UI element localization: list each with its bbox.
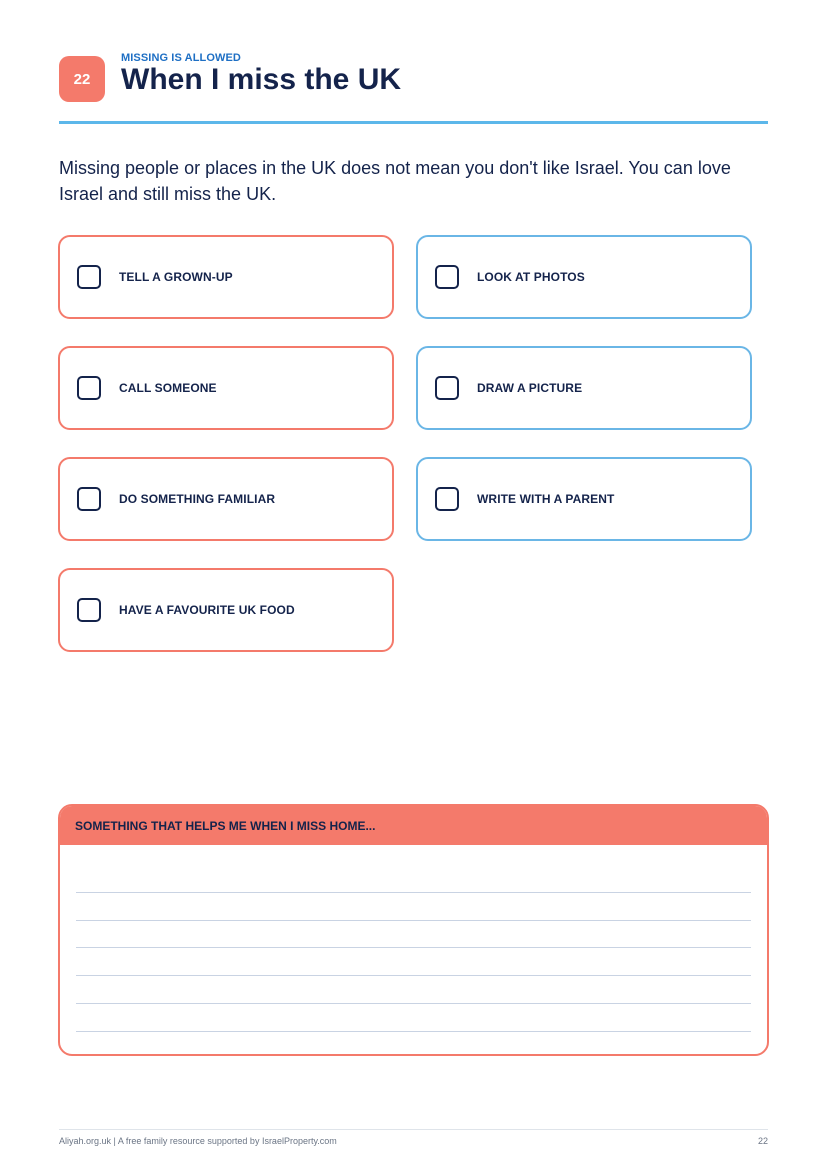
writing-line [76, 1031, 751, 1032]
checklist-item[interactable] [58, 235, 394, 319]
writing-line [76, 1003, 751, 1004]
checklist-item-label: TELL A GROWN-UP [119, 270, 233, 284]
writing-line [76, 892, 751, 893]
checkbox[interactable] [77, 265, 101, 289]
footer-credit: Aliyah.org.uk | A free family resource supported by IsraelProperty.com [59, 1136, 337, 1146]
checklist-item[interactable] [58, 568, 394, 652]
checklist-item-label: WRITE WITH A PARENT [477, 492, 615, 506]
intro-text: Missing people or places in the UK does not mean you don't like Israel. You can love Israel and still miss the UK. [59, 158, 731, 204]
checklist-item[interactable] [416, 457, 752, 541]
checkbox[interactable] [77, 376, 101, 400]
checklist-item[interactable] [58, 346, 394, 430]
checkbox[interactable] [435, 487, 459, 511]
writing-line [76, 947, 751, 948]
checkbox[interactable] [435, 376, 459, 400]
footer-page-number: 22 [757, 1136, 768, 1146]
writing-line [76, 920, 751, 921]
footer-divider [59, 1129, 768, 1130]
checklist-item-label: CALL SOMEONE [119, 381, 217, 395]
writing-box[interactable] [58, 804, 769, 1056]
checkbox[interactable] [77, 598, 101, 622]
checklist-item[interactable] [416, 235, 752, 319]
checklist-item-label: HAVE A FAVOURITE UK FOOD [119, 603, 295, 617]
title-divider [59, 121, 768, 124]
checklist-item[interactable] [416, 346, 752, 430]
checklist-item-label: LOOK AT PHOTOS [477, 270, 585, 284]
checkbox[interactable] [435, 265, 459, 289]
checklist-item[interactable] [58, 457, 394, 541]
section-kicker: MISSING IS ALLOWED [121, 52, 241, 64]
checklist-item-label: DRAW A PICTURE [477, 381, 583, 395]
page-title: When I miss the UK [121, 63, 402, 96]
checkbox[interactable] [77, 487, 101, 511]
writing-line [76, 975, 751, 976]
checklist-item-label: DO SOMETHING FAMILIAR [119, 492, 276, 506]
writing-box-heading: SOMETHING THAT HELPS ME WHEN I MISS HOME... [60, 806, 767, 845]
page-number-badge: 22 [59, 56, 105, 102]
